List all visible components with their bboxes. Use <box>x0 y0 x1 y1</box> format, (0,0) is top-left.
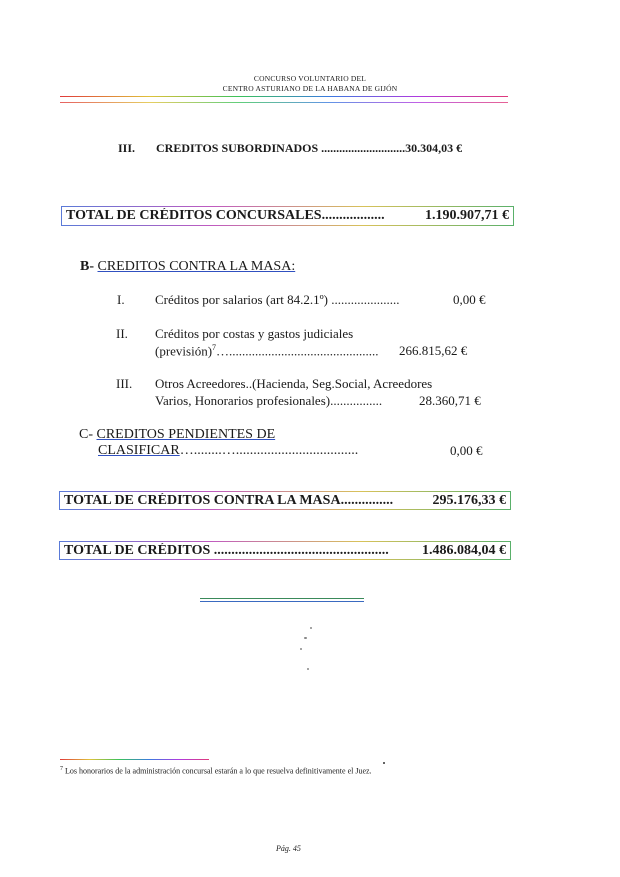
subordinados-amount: 30.304,03 € <box>405 141 463 155</box>
section-c-prefix: C- <box>79 427 93 442</box>
total-concursales-amount: 1.190.907,71 € <box>425 208 509 223</box>
section-b-item-3-line1: Otros Acreedores..(Hacienda, Seg.Social, Acreedores <box>155 376 433 391</box>
scan-speck <box>383 762 385 764</box>
section-b-item-1-label: Créditos por salarios (art 84.2.1º) <box>155 292 332 307</box>
section-b-prefix: B- <box>80 259 94 274</box>
section-b-item-1-amount: 0,00 € <box>453 292 486 307</box>
section-b-heading <box>80 259 295 275</box>
section-b-item-1 <box>155 292 400 308</box>
subordinados-text <box>156 141 462 156</box>
total-masa-box <box>59 491 511 510</box>
footnote-ref-7: 7 <box>212 343 217 352</box>
total-concursales-label: TOTAL DE CRÉDITOS CONCURSALES.................. <box>66 208 385 223</box>
section-c-title-line2: CLASIFICAR <box>98 443 180 458</box>
scan-speck <box>300 648 302 650</box>
footnote-rule <box>60 759 209 760</box>
closing-rule-bottom <box>200 601 364 602</box>
subordinados-numeral: III. <box>118 141 136 155</box>
section-b-item-3-line2 <box>155 393 382 409</box>
closing-rule-top <box>200 598 364 599</box>
section-b-title: CREDITOS CONTRA LA MASA: <box>97 259 296 274</box>
section-b-item-3-label: Varios, Honorarios profesionales) <box>155 393 331 408</box>
section-b-item-2-leader: ….............................................. <box>216 343 379 359</box>
subordinados-row <box>118 141 135 156</box>
section-c-title-line1: CREDITOS PENDIENTES DE <box>96 427 276 442</box>
total-creditos-label: TOTAL DE CRÉDITOS .................................................. <box>64 542 389 558</box>
header-rule-bottom <box>60 102 508 103</box>
header-line-1: CONCURSO VOLUNTARIO DEL <box>253 74 367 83</box>
header-line-2: CENTRO ASTURIANO DE LA HABANA DE GIJÓN <box>222 84 398 93</box>
section-b-item-2-line1: Créditos por costas y gastos judiciales <box>155 326 354 341</box>
header-rule-top <box>60 96 508 97</box>
total-creditos-box <box>59 541 511 560</box>
section-b-item-2-label: (previsión) <box>155 343 213 359</box>
section-b-item-3-numeral: III. <box>116 376 133 391</box>
section-c-amount: 0,00 € <box>450 443 483 458</box>
section-b-item-3-leader: ................ <box>330 393 383 408</box>
scan-speck <box>310 627 312 629</box>
page-number: Pág. 45 <box>276 844 301 853</box>
section-c-leader: …........…................................... <box>179 443 359 458</box>
section-b-item-3-amount: 28.360,71 € <box>419 393 481 408</box>
total-concursales-box <box>61 206 514 226</box>
total-creditos-amount: 1.486.084,04 € <box>422 542 506 558</box>
section-c-heading <box>79 427 275 443</box>
section-b-item-2-line2 <box>155 343 379 359</box>
footnote-text: Los honorarios de la administración concursal estarán a lo que resuelva definitivamente el Juez. <box>65 766 372 776</box>
section-b-item-2-numeral: II. <box>116 326 128 341</box>
subordinados-leader: ............................ <box>321 141 406 155</box>
scan-speck <box>304 637 307 639</box>
section-b-item-1-leader: ..................... <box>331 292 400 307</box>
section-b-item-2-amount: 266.815,62 € <box>399 343 468 358</box>
total-masa-label: TOTAL DE CRÉDITOS CONTRA LA MASA............... <box>64 492 394 508</box>
footnote-marker: 7 <box>60 766 63 772</box>
total-masa-amount: 295.176,33 € <box>432 492 506 508</box>
section-b-item-1-numeral: I. <box>117 292 125 307</box>
scan-speck <box>307 668 309 670</box>
section-c-line2 <box>98 443 358 459</box>
footnote <box>60 766 372 776</box>
subordinados-label: CREDITOS SUBORDINADOS <box>156 141 322 155</box>
